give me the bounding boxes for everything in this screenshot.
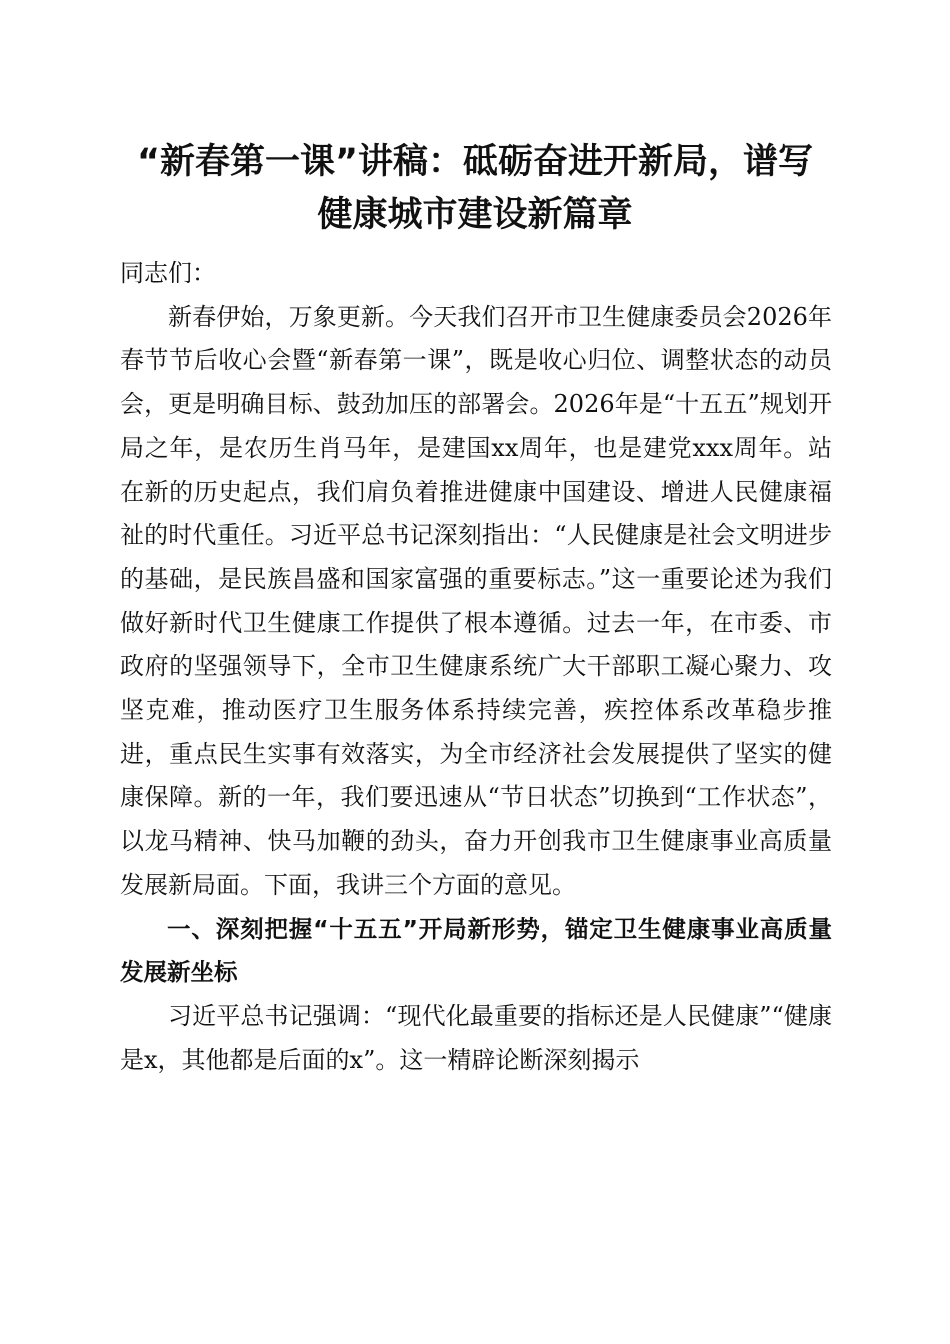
section-heading-1: 一、深刻把握“十五五”开局新形势，锚定卫生健康事业高质量发展新坐标: [120, 914, 832, 987]
title-line-2: 健康城市建设新篇章: [317, 195, 633, 235]
title-line-1: “新春第一课”讲稿：砥砺奋进开新局，谱写: [136, 142, 813, 182]
salutation: 同志们：: [120, 259, 216, 287]
document-title: [110, 136, 840, 242]
paragraph-section-1: 习近平总书记强调：“现代化最重要的指标还是人民健康”“健康是x，其他都是后面的x”。这一精辟论断深刻揭示: [120, 1001, 832, 1074]
document-body: [120, 252, 832, 1082]
paragraph-intro: 新春伊始，万象更新。今天我们召开市卫生健康委员会2026年春节节后收心会暨“新春第一课”，既是收心归位、调整状态的动员会，更是明确目标、鼓劲加压的部署会。2026年是“十五五”规划开局之年，是农历生肖马年，是建国xx周年，也是建党xxx周年。站在新的历史起点，我们肩负着推进健康中国建设、增进人民健康福祉的时代重任。习近平总书记深刻指出：“人民健康是社会文明进步的基础，是民族昌盛和国家富强的重要标志。”这一重要论述为我们做好新时代卫生健康工作提供了根本遵循。过去一年，在市委、市政府的坚强领导下，全市卫生健康系统广大干部职工凝心聚力、攻坚克难，推动医疗卫生服务体系持续完善，疾控体系改革稳步推进，重点民生实事有效落实，为全市经济社会发展提供了坚实的健康保障。新的一年，我们要迅速从“节日状态”切换到“工作状态”，以龙马精神、快马加鞭的劲头，奋力开创我市卫生健康事业高质量发展新局面。下面，我讲三个方面的意见。: [120, 302, 832, 899]
